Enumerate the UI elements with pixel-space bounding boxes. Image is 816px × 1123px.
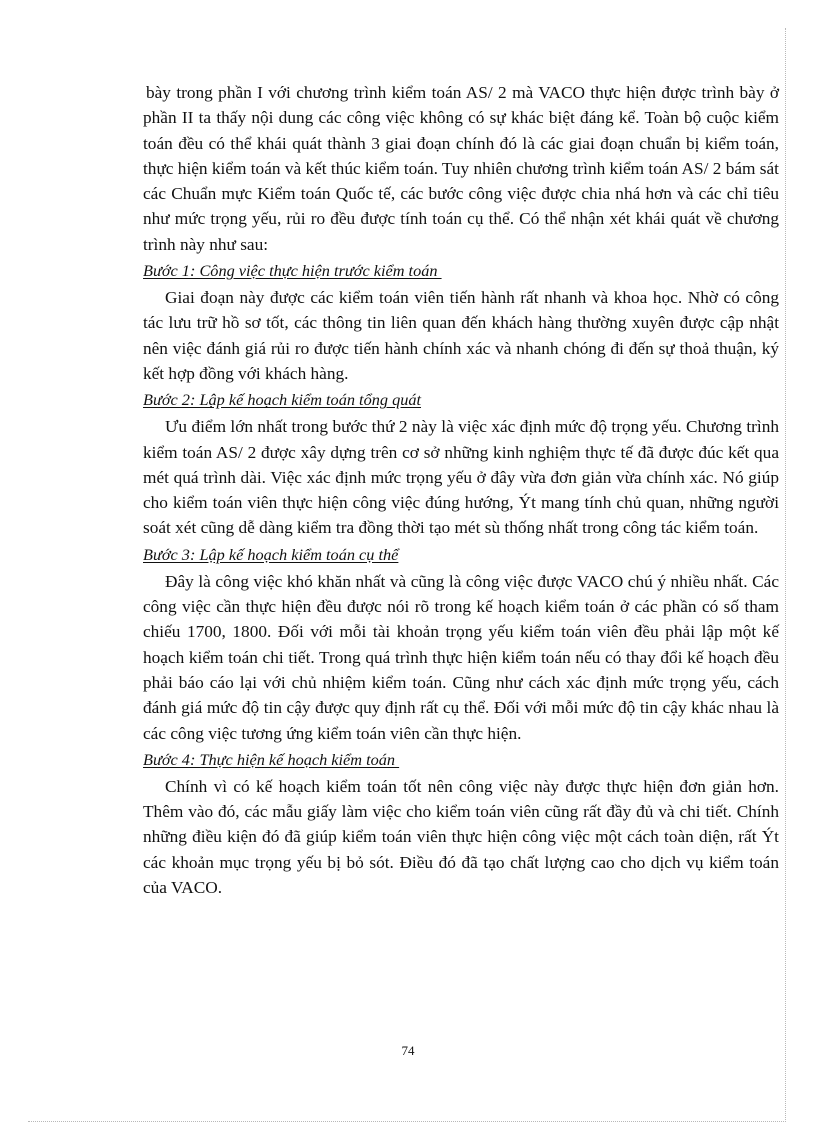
step-3-heading: Bước 3: Lập kế hoạch kiểm toán cụ thể [143, 544, 399, 564]
step-2-paragraph: Ưu điểm lớn nhất trong bước thứ 2 này là việc xác định mức độ trọng yếu. Chương trình kiểm toán AS/ 2 được xây dựng trên cơ sở những kinh nghiệm thực tế đã được đúc kết qua mét quá trình dài. Việc xác định mức trọng yếu ở đây vừa đơn giản vừa chính xác. Nó giúp cho kiểm toán viên thực hiện công việc đúng hướng, Ýt mang tính chủ quan, những người soát xét cũng dễ dàng kiểm tra đồng thời tạo mét sù thống nhất trong công tác kiểm toán. [143, 417, 779, 538]
step-2-heading: Bước 2: Lập kế hoạch kiểm toán tổng quát [143, 390, 422, 410]
intro-paragraph: bày trong phần I với chương trình kiểm toán AS/ 2 mà VACO thực hiện được trình bày ở phần II ta thấy nội dung các công việc không có sự khác biệt đáng kể. Toàn bộ cuộc kiểm toán đều có thể khái quát thành 3 giai đoạn chính đó là các giai đoạn chuẩn bị kiểm toán, thực hiện kiểm toán và kết thúc kiểm toán. Tuy nhiên chương trình kiểm toán AS/ 2 bám sát các Chuẩn mực Kiểm toán Quốc tế, các bước công việc được chia nhá hơn và các chỉ tiêu như mức trọng yếu, rủi ro đều được tính toán cụ thể. Có thể nhận xét khái quát về chương trình này như sau: [143, 83, 779, 254]
step-4-heading: Bước 4: Thực hiện kế hoạch kiểm toán [143, 749, 400, 769]
step-3-paragraph: Đây là công việc khó khăn nhất và cũng là công việc được VACO chú ý nhiều nhất. Các công việc cần thực hiện đều được nói rõ trong kế hoạch kiểm toán ở các phần có số tham chiếu 1700, 1800. Đối với mỗi tài khoản trọng yếu kiểm toán viên đều phải lập một kế hoạch kiểm toán chi tiết. Trong quá trình thực hiện kiểm toán nếu có thay đổi kế hoạch đều phải báo cáo lại với chủ nhiệm kiểm toán. Cũng như cách xác định mức trọng yếu, cách đánh giá mức độ tin cậy được quy định rất cụ thể. Đối với mỗi mức độ tin cậy khác nhau là các công việc tương ứng kiểm toán viên cần thực hiện. [143, 571, 779, 743]
step-1-heading: Bước 1: Công việc thực hiện trước kiểm toán [143, 261, 442, 281]
document-body [143, 80, 779, 900]
step-1-paragraph: Giai đoạn này được các kiểm toán viên tiến hành rất nhanh và khoa học. Nhờ có công tác lưu trữ hồ sơ tốt, các thông tin liên quan đến khách hàng thường xuyên được cập nhật nên việc đánh giá rủi ro được tiến hành chính xác và nhanh chóng đi đến sự thoả thuận, ký kết hợp đồng với khách hàng. [143, 288, 779, 383]
page-number: 74 [401, 1043, 415, 1058]
step-4-paragraph: Chính vì có kế hoạch kiểm toán tốt nên công việc này được thực hiện đơn giản hơn. Thêm vào đó, các mẫu giấy làm việc cho kiểm toán viên cũng rất đầy đủ và chi tiết. Chính những điều kiện đó đã giúp kiểm toán viên thực hiện công việc một cách toàn diện, rất Ýt các khoản mục trọng yếu bị bỏ sót. Điều đó đã tạo chất lượng cao cho dịch vụ kiểm toán của VACO. [143, 776, 779, 898]
